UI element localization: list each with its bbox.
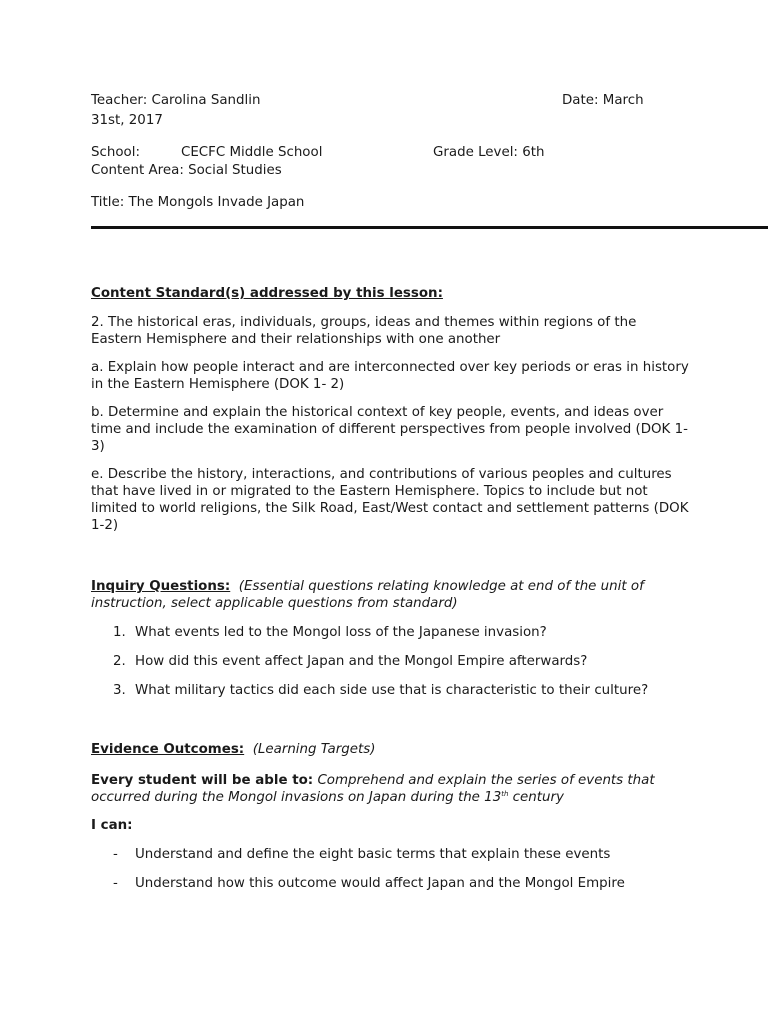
question-number: 3.: [113, 683, 126, 698]
evidence-section: [91, 741, 691, 904]
question-text: What events led to the Mongol loss of the Japanese invasion?: [135, 625, 547, 640]
content-area-row: [91, 162, 768, 182]
every-student-label: Every student will be able to:: [91, 773, 314, 788]
school-label: School:: [91, 145, 140, 160]
header-divider: [91, 226, 768, 229]
question-number: 2.: [113, 654, 126, 669]
document-header: [91, 92, 768, 132]
i-can-list: [91, 846, 691, 892]
standards-heading: Content Standard(s) addressed by this lesson:: [91, 286, 443, 301]
dash-marker: -: [113, 847, 118, 862]
title-section: [91, 194, 768, 214]
dash-marker: -: [113, 876, 118, 891]
list-item: [91, 682, 691, 699]
date-value: 31st, 2017: [91, 113, 163, 128]
question-text: What military tactics did each side use that is characteristic to their culture?: [135, 683, 649, 698]
standard-paragraph: b. Determine and explain the historical context of key people, events, and ideas over time and include the examination of different perspectives from people involved (DOK 1-3): [91, 405, 688, 454]
i-can-label: I can:: [91, 818, 133, 833]
school-row: [91, 144, 768, 162]
teacher-row: [91, 92, 768, 112]
school-name: CECFC Middle School: [181, 145, 323, 160]
every-student-text-end: century: [508, 790, 564, 805]
grade-level: Grade Level: 6th: [433, 145, 545, 160]
evidence-heading: Evidence Outcomes:: [91, 742, 245, 757]
inquiry-note: (Essential questions relating knowledge at end of the unit of instruction, select applicable questions from standard): [91, 579, 644, 611]
standard-paragraph: e. Describe the history, interactions, and contributions of various peoples and cultures that have lived in or migrated to the Eastern Hemisphere. Topics to include but not limited to world religions, the Silk Road, East/West contact and settlement patterns (DOK 1-2): [91, 467, 689, 533]
lesson-title: Title: The Mongols Invade Japan: [91, 195, 305, 210]
inquiry-intro: [91, 578, 691, 612]
inquiry-question-list: [91, 624, 691, 699]
content-area: Content Area: Social Studies: [91, 163, 282, 178]
evidence-intro: [91, 741, 691, 758]
content-standards-section: [91, 285, 691, 545]
list-item: [91, 846, 691, 863]
i-can-text: Understand how this outcome would affect Japan and the Mongol Empire: [135, 876, 625, 891]
title-row: [91, 194, 768, 214]
standard-paragraph: a. Explain how people interact and are interconnected over key periods or eras in history in the Eastern Hemisphere (DOK 1- 2): [91, 360, 689, 392]
i-can-text: Understand and define the eight basic terms that explain these events: [135, 847, 611, 862]
standard-paragraph: 2. The historical eras, individuals, groups, ideas and themes within regions of the Eastern Hemisphere and their relationships with one another: [91, 315, 637, 347]
school-section: [91, 144, 768, 182]
list-item: [91, 875, 691, 892]
date-continuation-row: [91, 112, 768, 132]
inquiry-heading: Inquiry Questions:: [91, 579, 231, 594]
date-label: Date: March: [562, 93, 644, 108]
question-text: How did this event affect Japan and the Mongol Empire afterwards?: [135, 654, 588, 669]
question-number: 1.: [113, 625, 126, 640]
ordinal-suffix: th: [501, 790, 509, 798]
every-student-statement: [91, 772, 691, 806]
evidence-note: (Learning Targets): [252, 742, 376, 757]
inquiry-section: [91, 578, 691, 711]
list-item: [91, 653, 691, 670]
teacher-name: Teacher: Carolina Sandlin: [91, 93, 261, 108]
every-student-text-main: Comprehend and explain the series of events that occurred during the Mongol invasions on Japan during the 13: [91, 773, 655, 805]
list-item: [91, 624, 691, 641]
